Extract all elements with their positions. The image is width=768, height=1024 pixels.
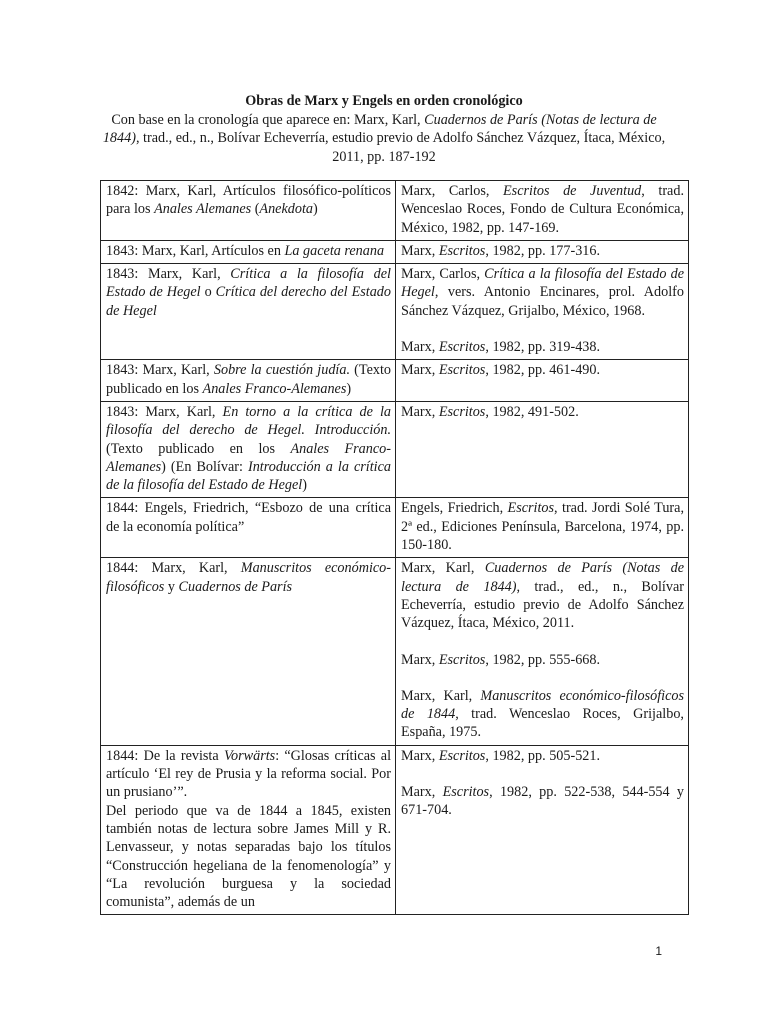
text-run: Engels, Friedrich,: [401, 500, 508, 517]
text-run: 1844: De la revista: [106, 747, 224, 764]
text-run: Marx,: [401, 339, 439, 356]
italic-text: Escritos: [438, 747, 486, 764]
text-run: , trad. Jordi Solé Tura, 2ª ed., Ediciones Península, Barcelona, 1974, pp. 150-180.: [401, 500, 684, 554]
edition-cell: [396, 745, 689, 915]
edition-reference: [401, 559, 684, 632]
edition-reference: [401, 242, 684, 260]
work-cell: [101, 745, 396, 915]
text-run: Marx,: [401, 242, 439, 259]
text-run: , trad. Wenceslao Roces, Fondo de Cultura Económica, México, 1982, pp. 147-169.: [401, 183, 684, 236]
edition-reference: [401, 687, 684, 742]
work-cell: [101, 264, 396, 360]
italic-text: Manuscritos económico-filosóficos: [106, 560, 391, 595]
text-run: 1843: Marx, Karl,: [106, 403, 223, 420]
text-run: y: [164, 578, 179, 595]
table-row: [101, 360, 689, 402]
text-run: , 1982, pp. 555-668.: [485, 651, 601, 668]
italic-text: Escritos: [438, 362, 486, 379]
text-run: 1843: Marx, Karl,: [106, 362, 214, 379]
italic-text: Escritos: [438, 403, 486, 420]
italic-text: Vorwärts: [223, 747, 276, 764]
text-run: ): [302, 477, 307, 494]
text-run: 1843: Marx, Karl, Artículos en: [106, 242, 285, 259]
text-run: ) (En Bolívar:: [161, 458, 248, 475]
work-cell: [101, 181, 396, 241]
paragraph-gap: [401, 765, 684, 783]
italic-text: Anales Alemanes: [154, 201, 252, 218]
table-row: [101, 181, 689, 241]
edition-cell: [396, 558, 689, 745]
italic-text: Escritos: [438, 339, 486, 356]
italic-text: Introducción a la crítica de la filosofía del Estado de Hegel: [106, 458, 391, 494]
text-run: Marx,: [401, 362, 439, 379]
text-run: (Texto publicado en los: [106, 440, 291, 457]
italic-text: Escritos de Juventud: [503, 183, 642, 199]
text-run: 1844: Marx, Karl,: [106, 560, 241, 577]
text-run: , 1982, 491-502.: [485, 403, 579, 420]
work-cell: [101, 401, 396, 497]
italic-text: Cuadernos de París (Notas de lectura de 1844): [401, 560, 684, 595]
text-run: Marx, Carlos,: [401, 266, 485, 283]
text-run: Marx, Carlos,: [401, 183, 504, 199]
document-subtitle: [100, 111, 668, 167]
text-run: (Texto publicado en los: [106, 362, 391, 397]
subtitle-rest: , trad., ed., n., Bolívar Echeverría, estudio previo de Adolfo Sánchez Vázquez, Ítaca, México, 2011, pp. 187-192: [135, 130, 666, 165]
text-run: Marx,: [401, 784, 443, 801]
edition-reference: [401, 361, 684, 379]
edition-cell: [396, 498, 689, 558]
italic-text: Escritos: [442, 784, 490, 801]
page-number: 1: [655, 944, 662, 958]
italic-text: Crítica del derecho del Estado de Hegel: [106, 284, 391, 319]
text-run: , 1982, pp. 522-538, 544-554 y 671-704.: [401, 784, 684, 819]
edition-cell: [396, 264, 689, 360]
work-paragraph: [106, 747, 391, 802]
text-run: Del periodo que va de 1844 a 1845, existen también notas de lectura sobre James Mill y R. Lenvasseur, y notas separadas bajo los títulos “Construcción hegeliana de la fenomenología” y “La revolución burguesa y la sociedad comunista”, además de un: [106, 802, 391, 911]
paragraph-gap: [401, 633, 684, 651]
text-run: Marx, Karl,: [401, 687, 481, 704]
edition-cell: [396, 181, 689, 241]
text-run: Marx, Karl,: [401, 560, 485, 577]
text-run: , trad. Wenceslao Roces, Grijalbo, España, 1975.: [401, 706, 684, 741]
text-run: , vers. Antonio Encinares, prol. Adolfo Sánchez Vázquez, Grijalbo, México, 1968.: [401, 284, 684, 319]
text-run: ): [313, 201, 318, 218]
text-run: 1844: Engels, Friedrich, “Esbozo de una crítica de la economía política”: [106, 500, 391, 535]
edition-cell: [396, 240, 689, 263]
document-header: [100, 92, 668, 166]
italic-text: Manuscritos económico-filosóficos de 1844: [401, 687, 684, 723]
subtitle-italic: Cuadernos de París (Notas de lectura de 1844): [102, 111, 657, 146]
subtitle-text: Con base en la cronología que aparece en: Marx, Karl,: [111, 111, 425, 128]
edition-reference: [401, 182, 684, 237]
work-paragraph: [106, 802, 391, 912]
edition-reference: [401, 747, 684, 765]
italic-text: Crítica a la filosofía del Estado de Hegel: [106, 266, 391, 301]
text-run: , trad., ed., n., Bolívar Echeverría, estudio previo de Adolfo Sánchez Vázquez, Ítaca, México, 2011.: [401, 578, 684, 632]
text-run: , 1982, pp. 319-438.: [485, 339, 601, 356]
edition-reference: [401, 651, 684, 669]
text-run: o: [200, 284, 216, 301]
italic-text: Escritos: [507, 500, 555, 517]
text-run: , 1982, pp. 461-490.: [485, 362, 601, 379]
italic-text: Escritos: [438, 242, 486, 259]
italic-text: Anekdota: [259, 201, 313, 218]
text-run: ): [346, 380, 352, 397]
text-run: 1843: Marx, Karl,: [106, 266, 231, 283]
table-row: [101, 745, 689, 915]
table-row: [101, 558, 689, 745]
italic-text: Anales Franco-Alemanes: [106, 440, 391, 475]
chronology-table: [100, 180, 689, 915]
italic-text: Anales Franco-Alemanes: [202, 380, 347, 397]
text-run: 1842: Marx, Karl, Artículos filosófico-políticos para los: [106, 183, 391, 218]
paragraph-gap: [401, 669, 684, 687]
table-row: [101, 264, 689, 360]
text-run: Marx,: [401, 403, 439, 420]
work-cell: [101, 558, 396, 745]
work-cell: [101, 498, 396, 558]
edition-reference: [401, 338, 684, 356]
edition-cell: [396, 401, 689, 497]
text-run: (: [251, 201, 260, 218]
text-run: , 1982, pp. 177-316.: [485, 242, 601, 259]
paragraph-gap: [401, 320, 684, 338]
work-cell: [101, 240, 396, 263]
edition-reference: [401, 499, 684, 554]
document-title: Obras de Marx y Engels en orden cronológico: [245, 93, 523, 109]
table-row: [101, 498, 689, 558]
edition-reference: [401, 403, 684, 421]
italic-text: Sobre la cuestión judía.: [213, 362, 350, 379]
table-row: [101, 240, 689, 263]
text-run: Marx,: [401, 651, 439, 668]
italic-text: Cuadernos de París: [178, 578, 293, 595]
text-run: , 1982, pp. 505-521.: [485, 747, 601, 764]
edition-reference: [401, 265, 684, 320]
italic-text: Crítica a la filosofía del Estado de Hegel: [401, 266, 684, 301]
table-row: [101, 401, 689, 497]
italic-text: Escritos: [438, 651, 486, 668]
work-cell: [101, 360, 396, 402]
chronology-table-body: [101, 181, 689, 915]
text-run: : “Glosas críticas al artículo ‘El rey de Prusia y la reforma social. Por un prusiano’”.: [106, 747, 392, 801]
italic-text: La gaceta renana: [284, 242, 385, 259]
text-run: Marx,: [401, 747, 439, 764]
edition-reference: [401, 783, 684, 820]
edition-cell: [396, 360, 689, 402]
italic-text: En torno a la crítica de la filosofía del derecho de Hegel. Introducción.: [106, 403, 391, 439]
